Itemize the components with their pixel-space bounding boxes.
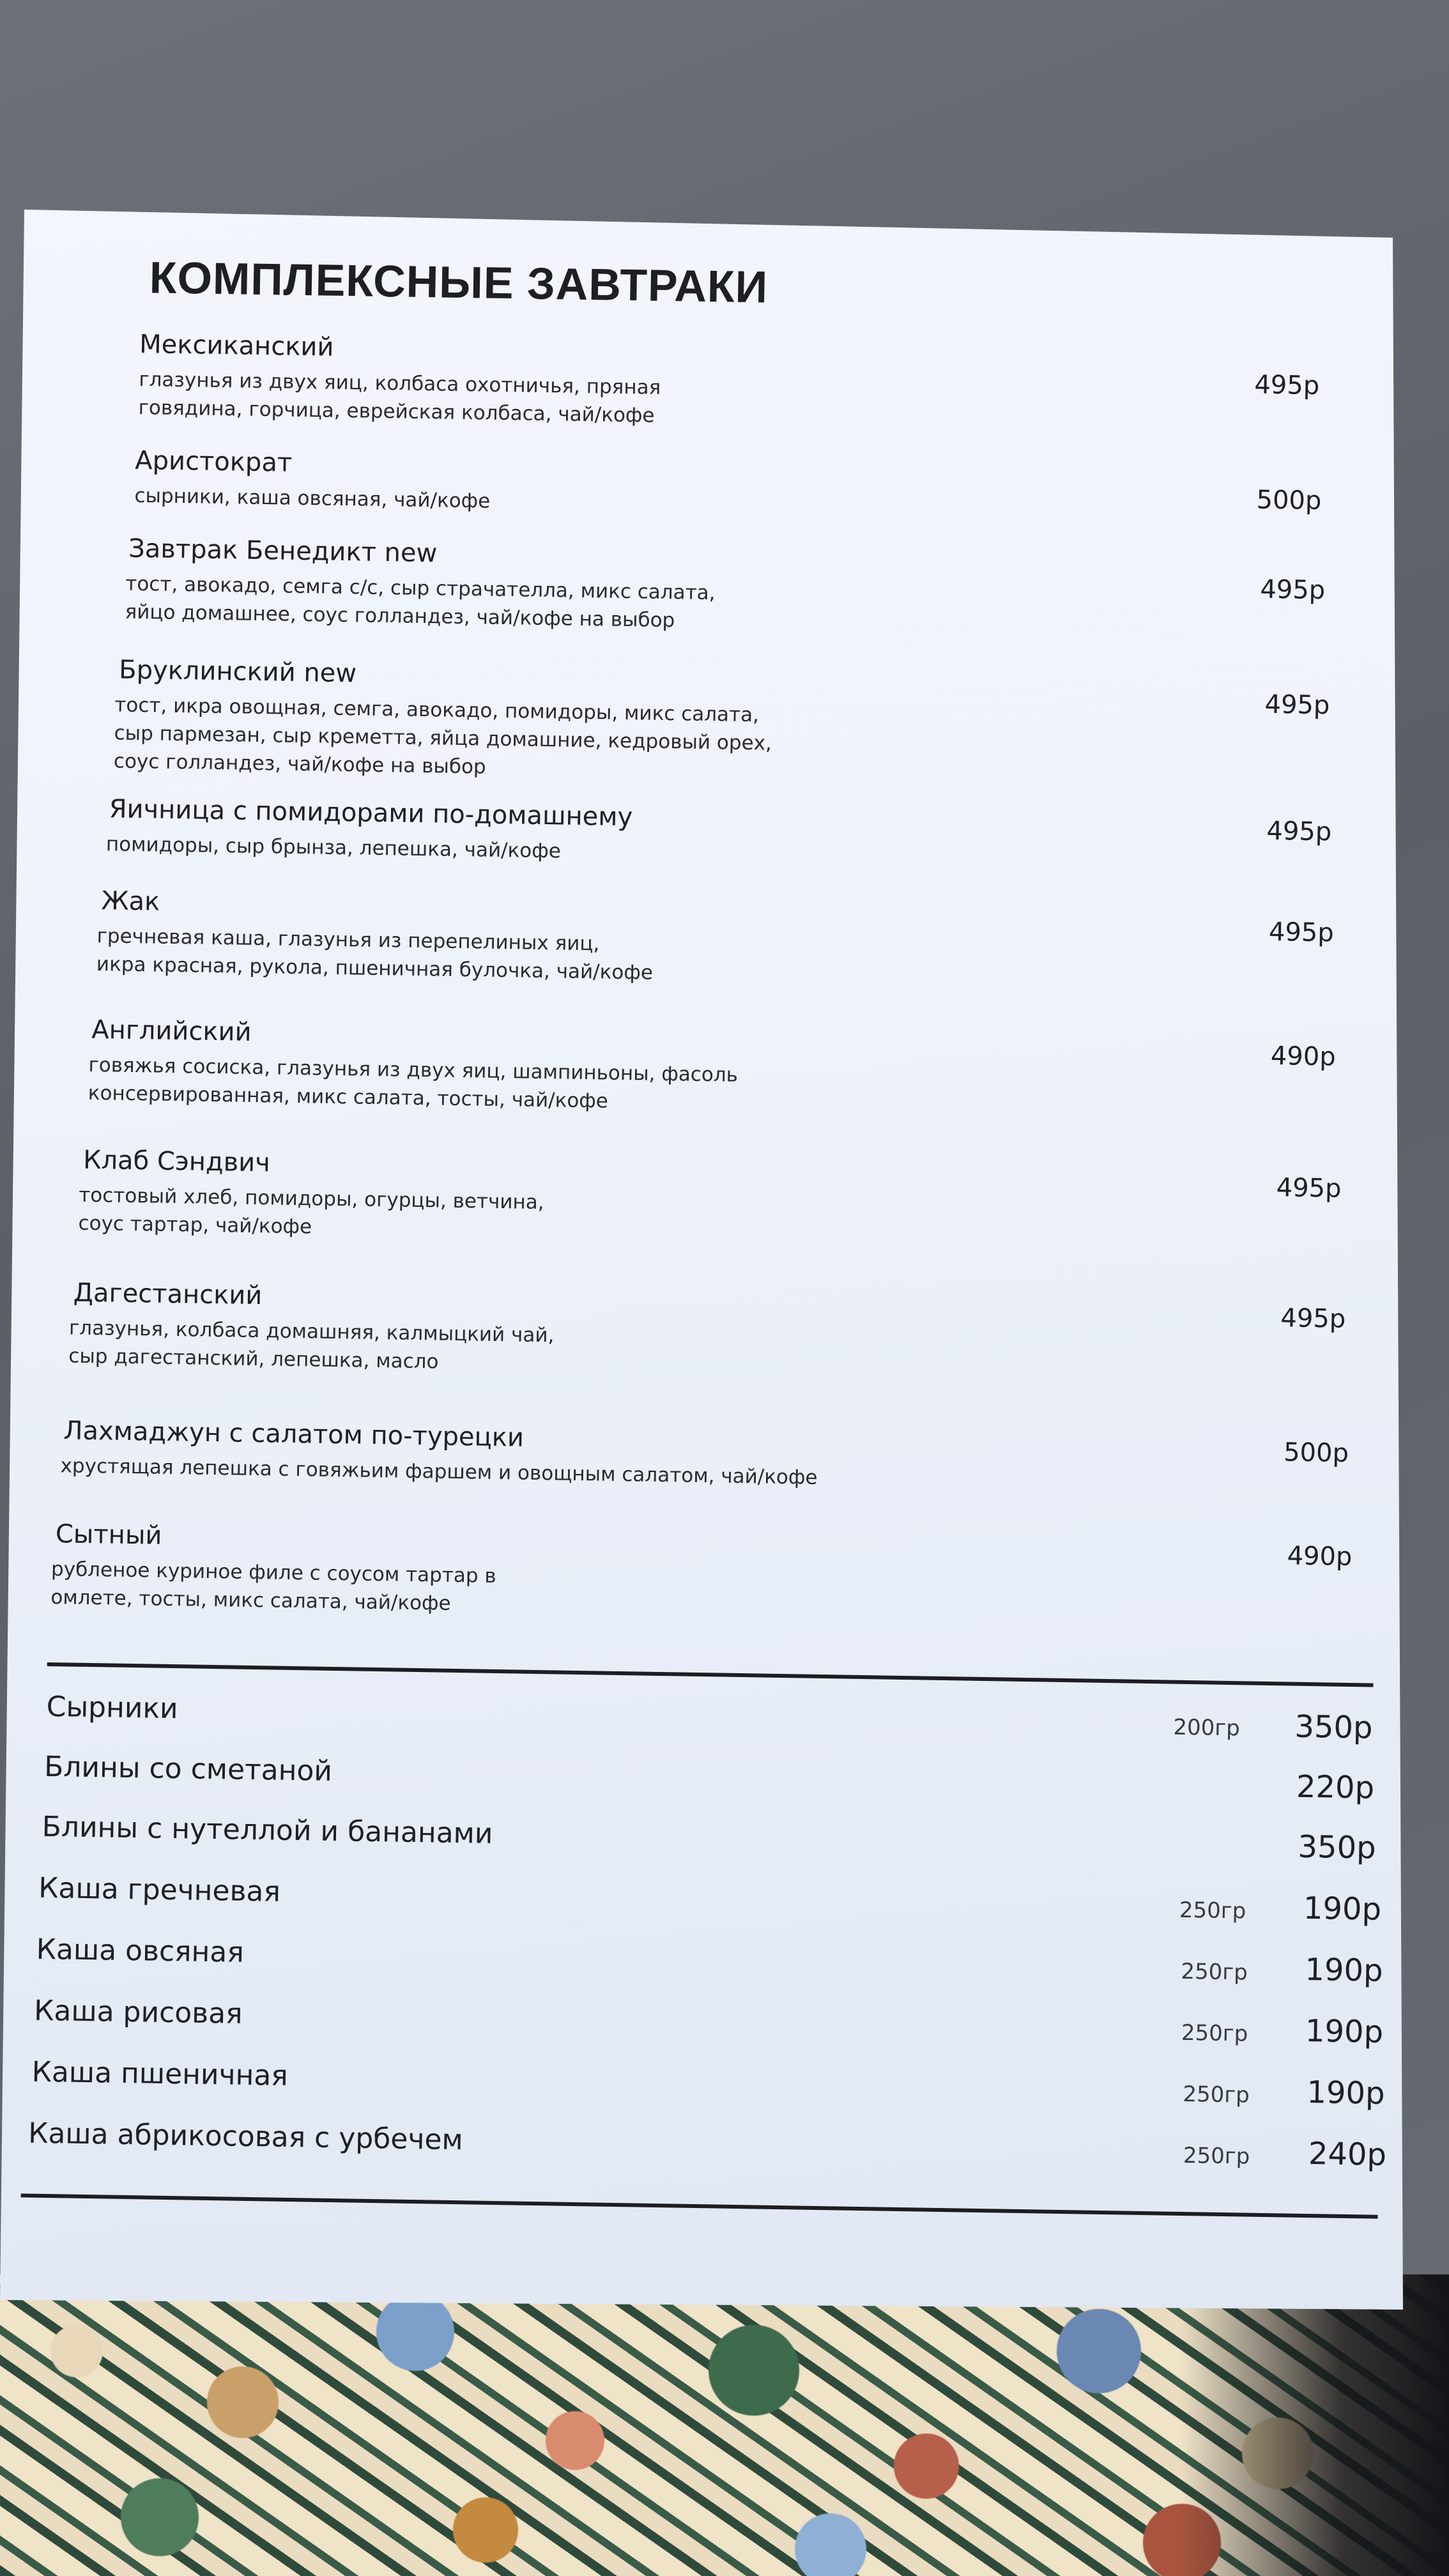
extra-item-price: 350р [1298, 1828, 1377, 1866]
description-line: соус голландез, чай/кофе на выбор [113, 749, 486, 779]
item-price: 495р [1268, 917, 1335, 948]
item-name: Бруклинский new [118, 655, 357, 689]
description-line: говяжья сосиска, глазунья из двух яиц, шампиньоны, фасоль [88, 1053, 739, 1087]
description-line: хрустящая лепешка с говяжьим фаршем и овощным салатом, чай/кофе [60, 1454, 818, 1489]
section-divider-bottom [21, 2193, 1378, 2218]
item-name: Сытный [55, 1519, 162, 1551]
extra-item-name: Блины с нутеллой и бананами [42, 1810, 493, 1850]
item-price: 495р [1266, 816, 1332, 847]
item-price: 495р [1264, 689, 1330, 721]
section-divider-top [47, 1662, 1374, 1687]
item-price: 500р [1283, 1438, 1349, 1468]
item-description [125, 570, 716, 635]
description-line: сырники, каша овсяная, чай/кофе [134, 484, 491, 513]
extra-item-name: Каша абрикосовая с урбечем [27, 2117, 464, 2157]
item-name: Дагестанский [73, 1278, 263, 1311]
description-line: рубленое куриное филе с соусом тартар в [50, 1558, 497, 1588]
extra-item-weight: 250гр [1183, 2142, 1250, 2170]
description-line: помидоры, сыр брынза, лепешка, чай/кофе [105, 832, 562, 863]
item-price: 495р [1276, 1173, 1342, 1204]
item-description [114, 691, 772, 785]
description-line: тост, икра овощная, семга, авокадо, помидоры, микс салата, [114, 693, 760, 727]
description-line: глазунья из двух яиц, колбаса охотничья, пряная [139, 367, 661, 399]
item-description [78, 1181, 544, 1245]
extra-item-weight: 250гр [1179, 1897, 1246, 1924]
item-price: 495р [1280, 1303, 1346, 1334]
description-line: омлете, тосты, микс салата, чай/кофе [50, 1586, 451, 1615]
item-name: Завтрак Бенедикт new [128, 533, 438, 569]
item-name: Яичница с помидорами по-домашнему [109, 794, 633, 832]
extra-item-name: Блины со сметаной [43, 1750, 333, 1788]
description-line: глазунья, колбаса домашняя, калмыцкий чай, [68, 1316, 555, 1347]
item-price: 500р [1256, 485, 1322, 516]
extra-item-price: 190р [1305, 1951, 1383, 1989]
description-line: сыр пармезан, сыр креметта, яйца домашние, кедровый орех, [114, 721, 772, 755]
extra-item-weight: 200гр [1173, 1714, 1241, 1742]
item-price: 495р [1260, 574, 1326, 606]
item-description [138, 365, 661, 430]
extra-item-weight: 250гр [1181, 1958, 1248, 1986]
item-name: Клаб Сэндвич [82, 1145, 271, 1178]
item-name: Английский [91, 1015, 252, 1047]
extra-item-price: 350р [1294, 1708, 1373, 1746]
extra-item-weight: 250гр [1181, 2020, 1248, 2047]
item-name: Мексиканский [139, 329, 334, 362]
item-price: 490р [1270, 1041, 1337, 1072]
extra-item-name: Каша овсяная [36, 1933, 245, 1969]
item-description [106, 830, 562, 865]
description-line: гречневая каша, глазунья из перепелиных яиц, [96, 924, 600, 956]
description-line: тост, авокадо, семга с/с, сыр страчателла, микс салата, [125, 572, 716, 605]
extra-item-price: 190р [1305, 2012, 1384, 2050]
item-name: Лахмаджун с салатом по-турецки [63, 1416, 525, 1453]
extra-item-name: Сырники [46, 1690, 179, 1726]
extra-item-price: 240р [1308, 2136, 1387, 2173]
menu-title: КОМПЛЕКСНЫЕ ЗАВТРАКИ [149, 252, 769, 312]
description-line: говядина, горчица, еврейская колбаса, чай/кофе [138, 395, 655, 427]
description-line: соус тартар, чай/кофе [78, 1211, 312, 1239]
extra-item-name: Каша гречневая [38, 1871, 281, 1908]
item-name: Жак [101, 886, 160, 917]
extra-item-name: Каша рисовая [33, 1994, 243, 2030]
item-description [96, 922, 654, 987]
extra-item-price: 190р [1307, 2074, 1385, 2112]
item-description [68, 1314, 555, 1377]
item-name: Аристократ [134, 445, 293, 478]
extra-item-weight: 250гр [1183, 2081, 1250, 2108]
description-line: яйцо домашнее, соус голландез, чай/кофе на выбор [125, 600, 675, 632]
item-price: 495р [1254, 370, 1320, 401]
item-price: 490р [1287, 1541, 1353, 1572]
description-line: консервированная, микс салата, тосты, чай/кофе [88, 1081, 609, 1113]
item-description [60, 1452, 818, 1492]
item-description [134, 482, 490, 516]
description-line: сыр дагестанский, лепешка, масло [68, 1344, 439, 1374]
description-line: икра красная, рукола, пшеничная булочка, чай/кофе [96, 953, 654, 985]
extra-item-price: 190р [1303, 1890, 1382, 1928]
item-description [50, 1555, 496, 1618]
item-description [88, 1051, 738, 1117]
description-line: тостовый хлеб, помидоры, огурцы, ветчина, [79, 1183, 544, 1215]
extra-item-name: Каша пшеничная [31, 2055, 289, 2092]
extra-item-price: 220р [1296, 1768, 1375, 1806]
